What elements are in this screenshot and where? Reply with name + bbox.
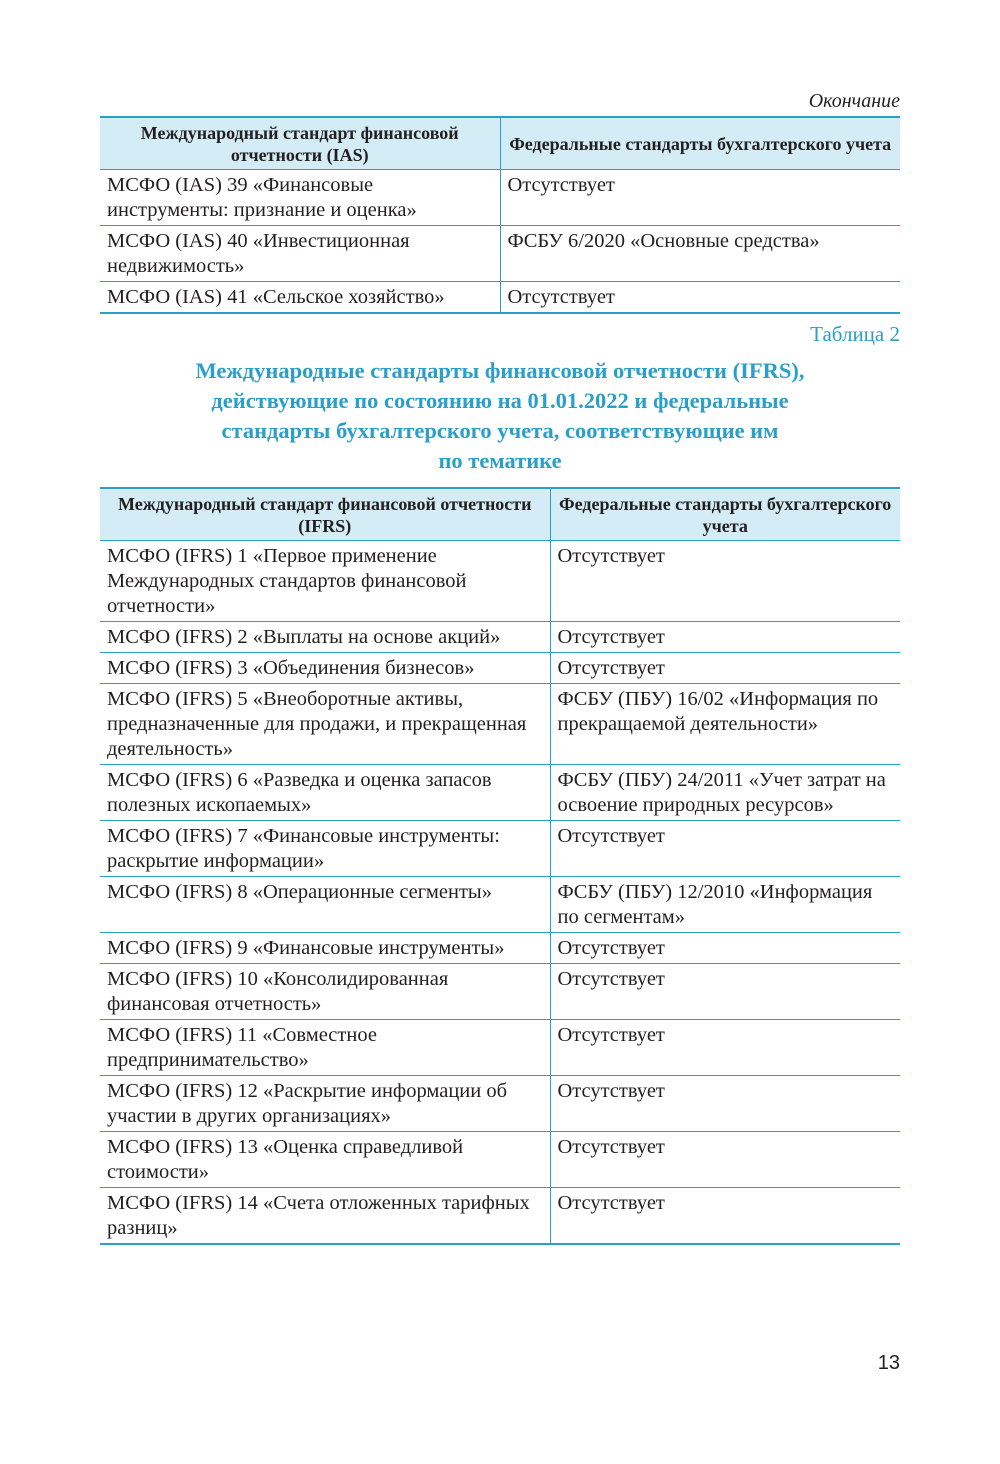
fsbu-standard-cell: Отсутствует xyxy=(550,1076,900,1132)
fsbu-standard-cell: Отсутствует xyxy=(550,933,900,964)
table-row xyxy=(100,1020,900,1076)
fsbu-standard-cell: Отсутствует xyxy=(550,653,900,684)
fsbu-standard-cell: ФСБУ 6/2020 «Основные средства» xyxy=(500,226,900,282)
ifrs-standard-cell: МСФО (IFRS) 3 «Объединения бизнесов» xyxy=(100,653,550,684)
fsbu-standard-cell: ФСБУ (ПБУ) 24/2011 «Учет затрат на освоение природных ресурсов» xyxy=(550,765,900,821)
table-row xyxy=(100,1188,900,1245)
ifrs-standard-cell: МСФО (IFRS) 1 «Первое применение Международных стандартов финансовой отчетности» xyxy=(100,541,550,622)
fsbu-standard-cell: Отсутствует xyxy=(550,964,900,1020)
fsbu-standard-cell: Отсутствует xyxy=(500,282,900,314)
ifrs-standard-cell: МСФО (IFRS) 9 «Финансовые инструменты» xyxy=(100,933,550,964)
column-header-fsbu: Федеральные стандарты бухгалтерского учета xyxy=(550,488,900,541)
ifrs-standard-cell: МСФО (IFRS) 10 «Консолидированная финансовая отчетность» xyxy=(100,964,550,1020)
table-row xyxy=(100,282,900,314)
fsbu-standard-cell: ФСБУ (ПБУ) 16/02 «Информация по прекращаемой деятельности» xyxy=(550,684,900,765)
table-row xyxy=(100,765,900,821)
ias-standard-cell: МСФО (IAS) 40 «Инвестиционная недвижимость» xyxy=(100,226,500,282)
table-row xyxy=(100,170,900,226)
table-row xyxy=(100,226,900,282)
fsbu-standard-cell: ФСБУ (ПБУ) 12/2010 «Информация по сегментам» xyxy=(550,877,900,933)
table-ifrs xyxy=(100,487,900,1245)
table-title-line: Международные стандарты финансовой отчетности (IFRS), xyxy=(195,358,805,383)
fsbu-standard-cell: Отсутствует xyxy=(550,1132,900,1188)
table-row xyxy=(100,964,900,1020)
column-header-fsbu: Федеральные стандарты бухгалтерского учета xyxy=(500,117,900,170)
table-row xyxy=(100,1132,900,1188)
page-number: 13 xyxy=(877,1352,900,1374)
table-row xyxy=(100,933,900,964)
ifrs-standard-cell: МСФО (IFRS) 14 «Счета отложенных тарифных разниц» xyxy=(100,1188,550,1245)
fsbu-standard-cell: Отсутствует xyxy=(550,622,900,653)
column-header-ias: Международный стандарт финансовой отчетности (IAS) xyxy=(100,117,500,170)
table-row xyxy=(100,821,900,877)
ifrs-standard-cell: МСФО (IFRS) 6 «Разведка и оценка запасов полезных ископаемых» xyxy=(100,765,550,821)
table-title-line: по тематике xyxy=(438,448,562,473)
continuation-label: Окончание xyxy=(808,90,900,112)
table-ias xyxy=(100,116,900,314)
ifrs-standard-cell: МСФО (IFRS) 11 «Совместное предпринимательство» xyxy=(100,1020,550,1076)
table-row xyxy=(100,653,900,684)
ifrs-standard-cell: МСФО (IFRS) 7 «Финансовые инструменты: раскрытие информации» xyxy=(100,821,550,877)
table-row xyxy=(100,622,900,653)
table-row xyxy=(100,684,900,765)
ifrs-standard-cell: МСФО (IFRS) 5 «Внеоборотные активы, предназначенные для продажи, и прекращенная деятельность» xyxy=(100,684,550,765)
ifrs-standard-cell: МСФО (IFRS) 2 «Выплаты на основе акций» xyxy=(100,622,550,653)
table-title xyxy=(100,356,900,476)
table-row xyxy=(100,541,900,622)
fsbu-standard-cell: Отсутствует xyxy=(550,1188,900,1245)
table-title-line: стандарты бухгалтерского учета, соответствующие им xyxy=(221,418,779,443)
fsbu-standard-cell: Отсутствует xyxy=(500,170,900,226)
ifrs-standard-cell: МСФО (IFRS) 8 «Операционные сегменты» xyxy=(100,877,550,933)
fsbu-standard-cell: Отсутствует xyxy=(550,1020,900,1076)
ifrs-standard-cell: МСФО (IFRS) 13 «Оценка справедливой стоимости» xyxy=(100,1132,550,1188)
table-number-label: Таблица 2 xyxy=(810,322,900,346)
table-header-row xyxy=(100,488,900,541)
column-header-ifrs: Международный стандарт финансовой отчетности (IFRS) xyxy=(100,488,550,541)
ias-standard-cell: МСФО (IAS) 39 «Финансовые инструменты: признание и оценка» xyxy=(100,170,500,226)
fsbu-standard-cell: Отсутствует xyxy=(550,541,900,622)
table-title-line: действующие по состоянию на 01.01.2022 и федеральные xyxy=(211,388,789,413)
table-row xyxy=(100,1076,900,1132)
table-header-row xyxy=(100,117,900,170)
fsbu-standard-cell: Отсутствует xyxy=(550,821,900,877)
table-row xyxy=(100,877,900,933)
ifrs-standard-cell: МСФО (IFRS) 12 «Раскрытие информации об участии в других организациях» xyxy=(100,1076,550,1132)
ias-standard-cell: МСФО (IAS) 41 «Сельское хозяйство» xyxy=(100,282,500,314)
